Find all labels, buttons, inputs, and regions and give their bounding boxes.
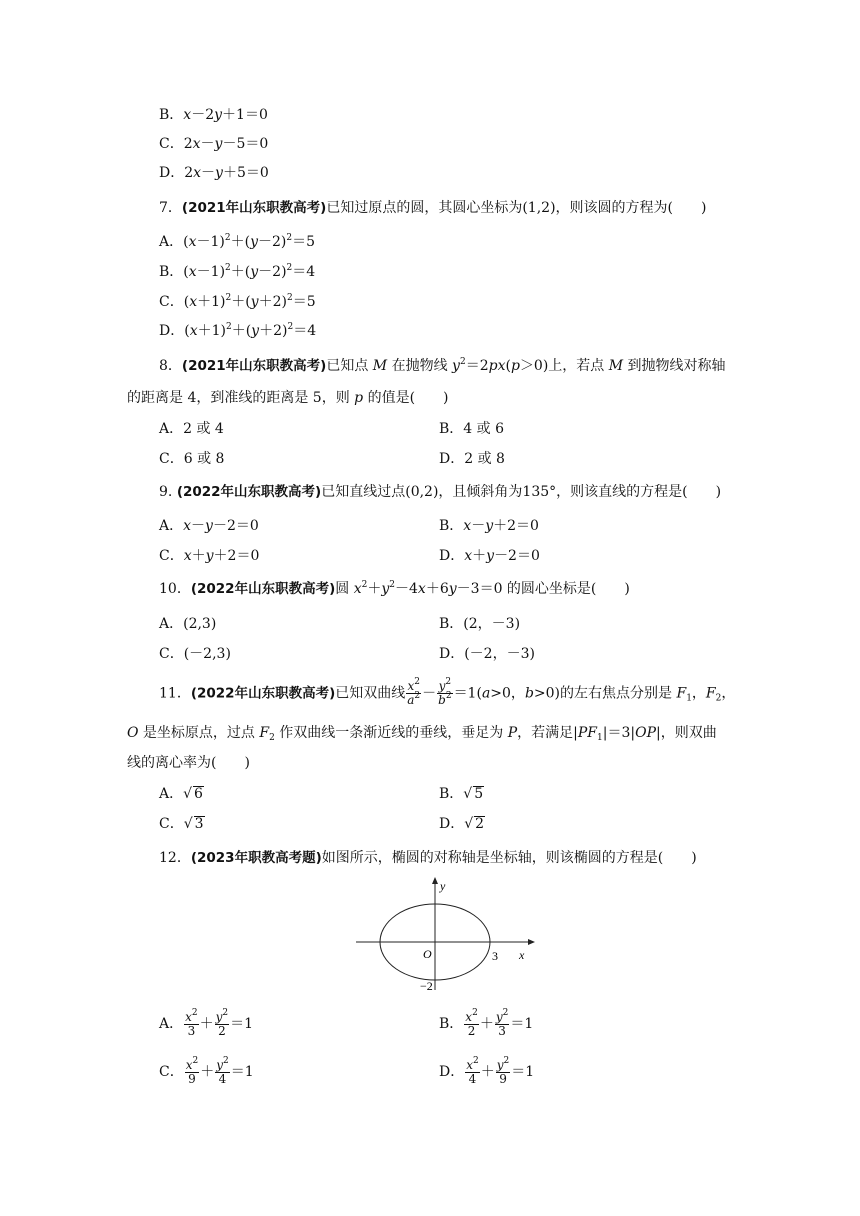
q11-source: (2022年山东职教高考) xyxy=(190,685,336,702)
q6-option-b: B．x－2y＋1＝0 xyxy=(159,107,268,123)
q9-option-b: B．x－y＋2＝0 xyxy=(439,518,539,534)
q9-option-a: A．x－y－2＝0 xyxy=(159,518,259,534)
q9-stem xyxy=(159,482,721,502)
x-intercept-label: 3 xyxy=(492,949,498,963)
y-axis-label: y xyxy=(440,879,446,893)
q10-option-d: D．(－2，－3) xyxy=(439,646,535,662)
q12-option-c: C． $\frac{x^2}{9}$ ＋ $\frac{y^2}{4}$ ＝1 xyxy=(159,1055,254,1086)
q7-option-c: C．$(x+1)^2+(y+2)^2=5$ xyxy=(159,293,316,310)
q11-number: 11． xyxy=(159,685,191,702)
q6-option-c: C．2x－y－5＝0 xyxy=(159,136,269,152)
q8-number: 8． xyxy=(159,358,182,374)
q11-option-a: A．√ 6 xyxy=(159,786,203,802)
q11-frac-x: $\frac{x^2}{a^2}$ xyxy=(407,677,421,707)
q9-number: 9. xyxy=(159,484,173,500)
q9-text: 已知直线过点(0,2)，且倾斜角为135°，则该直线的方程是( ) xyxy=(321,484,722,500)
q12-option-a: A． $\frac{x^2}{3}$ ＋ $\frac{y^2}{2}$ ＝1 xyxy=(159,1007,254,1038)
q8-source: (2021年山东职教高考) xyxy=(181,358,327,374)
x-axis-label: x xyxy=(519,948,525,962)
q11-option-c: C．√ 3 xyxy=(159,816,204,832)
q11-frac-y: $\frac{y^2}{b^2}$ xyxy=(438,677,452,707)
q9-option-d: D．x＋y－2＝0 xyxy=(439,548,540,564)
q8-option-a: A．2 或 4 xyxy=(159,421,224,437)
q6-option-d: D．2x－y＋5＝0 xyxy=(159,165,269,181)
origin-label: O xyxy=(423,947,432,961)
q11-stem-line3: 线的离心率为( ) xyxy=(127,755,250,771)
q12-option-b: B． $\frac{x^2}{2}$ ＋ $\frac{y^2}{3}$ ＝1 xyxy=(439,1007,534,1038)
q11-option-b: B．√ 5 xyxy=(439,786,484,802)
q10-option-a: A．(2,3) xyxy=(159,616,217,632)
y-intercept-label: −2 xyxy=(420,979,433,993)
ellipse-figure xyxy=(350,872,540,997)
q8-option-d: D．2 或 8 xyxy=(439,451,505,467)
q10-number: 10． xyxy=(159,581,191,597)
x-axis-arrow xyxy=(528,939,535,945)
q7-option-d: D．$(x+1)^2+(y+2)^2=4$ xyxy=(159,322,317,339)
q12-number: 12． xyxy=(159,850,191,866)
q12-option-d: D． $\frac{x^2}{4}$ ＋ $\frac{y^2}{9}$ ＝1 xyxy=(439,1055,535,1086)
q10-source: (2022年山东职教高考) xyxy=(190,581,336,597)
q7-source: (2021年山东职教高考) xyxy=(181,200,327,216)
y-axis-arrow xyxy=(432,877,438,884)
q12-stem xyxy=(159,848,697,868)
q7-text: 已知过原点的圆，其圆心坐标为(1,2)，则该圆的方程为( ) xyxy=(326,200,707,216)
q9-option-c: C．x＋y＋2＝0 xyxy=(159,548,260,564)
q12-source: (2023年职教高考题) xyxy=(190,850,322,866)
q9-source: (2022年山东职教高考) xyxy=(176,484,322,500)
q10-option-c: C．(－2,3) xyxy=(159,646,231,662)
q10-option-b: B．(2，－3) xyxy=(439,616,521,632)
q7-stem xyxy=(159,198,706,218)
q8-option-c: C．6 或 8 xyxy=(159,451,225,467)
q8-stem-line2: 的距离是 4，到准线的距离是 5，则 p 的值是( ) xyxy=(127,390,449,406)
q7-option-b: B．$(x-1)^2+(y-2)^2=4$ xyxy=(159,263,316,280)
q11-option-d: D．√ 2 xyxy=(439,816,485,832)
q10-stem: 10．(2022年山东职教高考)圆 $x^2+y^2-4x+6y-3=0$ 的圆心坐标是( ) xyxy=(159,580,630,597)
q7-option-a: A．$(x-1)^2+(y-2)^2=5$ xyxy=(159,233,316,250)
q7-number: 7． xyxy=(159,200,182,216)
q12-text: 如图所示，椭圆的对称轴是坐标轴，则该椭圆的方程是( ) xyxy=(321,850,697,866)
q11-stem-line2: O 是坐标原点，过点 $F_2$ 作双曲线一条渐近线的垂线，垂足为 P，若满足$|PF_1|=3|OP|$，则双曲 xyxy=(127,725,717,743)
q11-stem-line1: 11．(2022年山东职教高考)已知双曲线 $\frac{x^2}{a^2}$ － $\frac{y^2}{b^2}$ ＝1(a>0，b>0)的左右焦点分别是 $F_1$，$F_2$， xyxy=(159,677,736,707)
q8-stem-line1: 8．(2021年山东职教高考)已知点 M 在抛物线 $y^2=2px(p>0)$上，若点 M 到抛物线对称轴 xyxy=(159,357,726,374)
q8-option-b: B．4 或 6 xyxy=(439,421,505,437)
